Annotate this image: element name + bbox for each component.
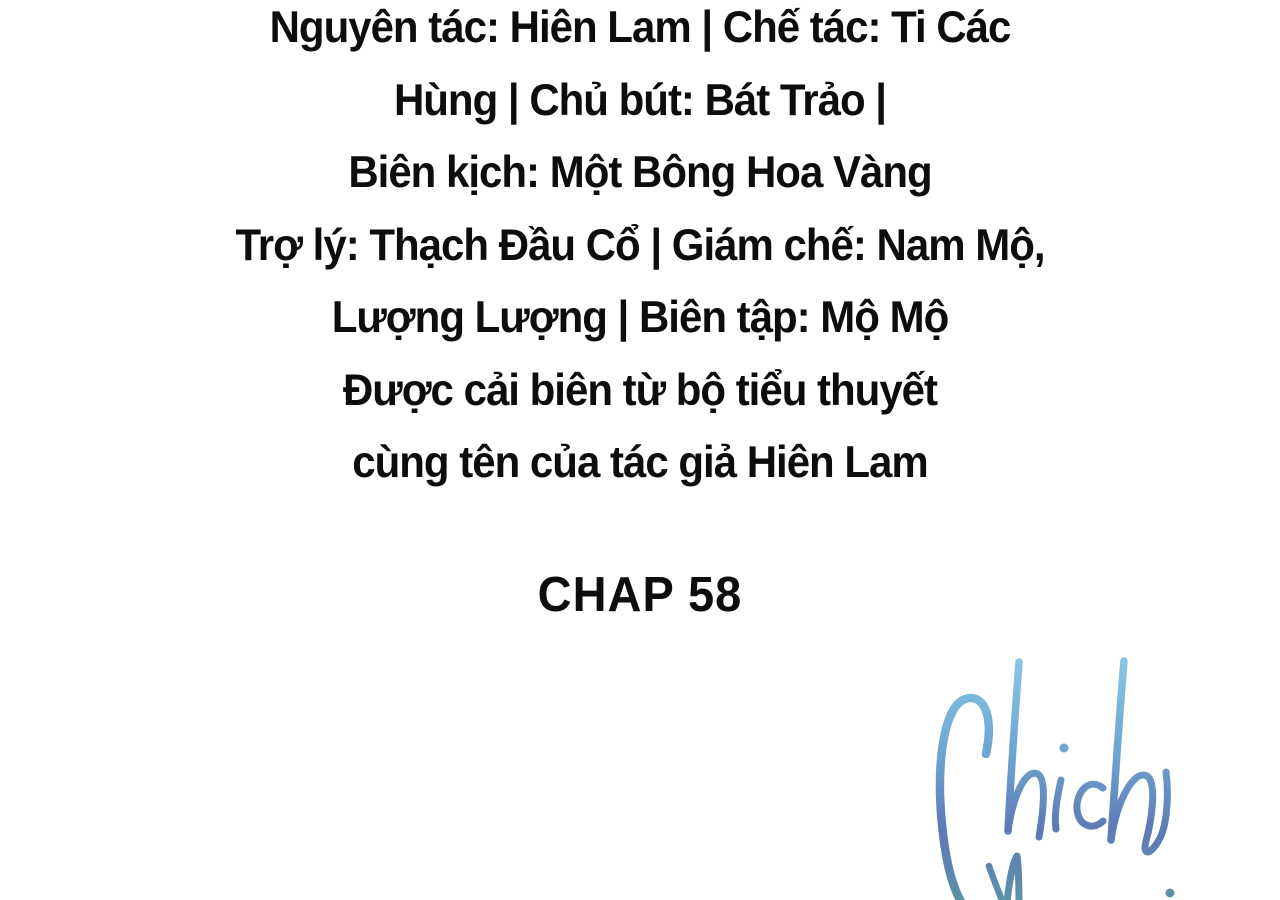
- credits-line-3: Biên kịch: Một Bông Hoa Vàng: [348, 146, 932, 197]
- signature-dots: [1060, 744, 1175, 898]
- credits-line-2: Hùng | Chủ bút: Bát Trảo |: [393, 74, 887, 124]
- credits-line-4: Trợ lý: Thạch Đầu Cổ | Giám chế: Nam Mộ,: [235, 219, 1045, 269]
- credits-line-1: Nguyên tác: Hiên Lam | Chế tác: Ti Các: [269, 1, 1011, 52]
- signature-strokes: [940, 661, 1167, 900]
- credits-line-5: Lượng Lượng | Biên tập: Mộ Mộ: [331, 291, 949, 342]
- credits-line-7: cùng tên của tác giả Hiên Lam: [352, 436, 928, 487]
- credits-line-6: Được cải biên từ bộ tiểu thuyết: [342, 364, 938, 414]
- chapter-label: CHAP 58: [537, 565, 743, 622]
